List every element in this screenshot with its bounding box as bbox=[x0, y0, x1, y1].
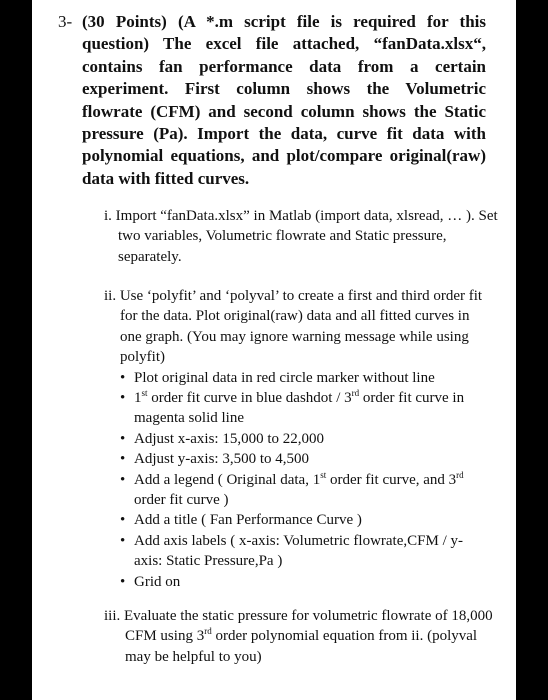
bullet-icon: • bbox=[120, 430, 126, 447]
part-i bbox=[104, 206, 498, 267]
bullet-icon: • bbox=[120, 451, 126, 468]
list-item: • Add axis labels ( x-axis: Volumetric flowrate,CFM / y-axis: Static Pressure,Pa ) bbox=[120, 532, 463, 570]
list-item: • Add a title ( Fan Performance Curve ) bbox=[120, 510, 484, 530]
bullet-icon: • bbox=[120, 390, 126, 407]
bullet-icon: • bbox=[120, 512, 126, 529]
bullet-icon: • bbox=[120, 369, 126, 386]
question-number: 3- bbox=[58, 12, 73, 31]
list-item: • 1st order fit curve in blue dashdot / 3rd order fit curve in magenta solid line bbox=[120, 388, 465, 427]
list-item: • Adjust y-axis: 3,500 to 4,500 bbox=[120, 449, 484, 469]
part-ii bbox=[104, 286, 484, 592]
bullet-icon: • bbox=[120, 471, 126, 488]
document-page bbox=[32, 0, 516, 700]
list-item: • Add a legend ( Original data, 1st order fit curve, and 3rd order fit curve ) bbox=[120, 469, 464, 509]
list-item: • Plot original data in red circle marker without line bbox=[120, 368, 484, 388]
requirements-list bbox=[104, 368, 484, 592]
list-item: • Grid on bbox=[120, 572, 484, 592]
bullet-icon: • bbox=[120, 532, 126, 549]
question-statement: (30 Points) (A *.m script file is required for this question) The excel file attached, “fanData.xlsx“, contains fan performance data from a certain experiment. First column shows the Volumetric flowrate (CFM) and second column shows the Static pressure (Pa). Import the data, curve fit data with polynomial equations, and plot/compare original(raw) data with fitted curves. bbox=[82, 12, 486, 188]
list-item: • Adjust x-axis: 15,000 to 22,000 bbox=[120, 429, 484, 449]
part-i-text: i. Import “fanData.xlsx” in Matlab (import data, xlsread, … ). Set two variables, Volumetric flowrate and Static pressure, separately. bbox=[104, 208, 498, 265]
part-ii-text: ii. Use ‘polyfit’ and ‘polyval’ to create a first and third order fit for the data. Plot original(raw) data and all fitted curves in one graph. (You may ignore warning message while using polyfit) bbox=[104, 288, 483, 366]
bullet-icon: • bbox=[120, 573, 126, 590]
part-iii: iii. Evaluate the static pressure for volumetric flowrate of 18,000 CFM using 3rd order polynomial equation from ii. (polyval may be helpful to you) bbox=[104, 608, 493, 665]
